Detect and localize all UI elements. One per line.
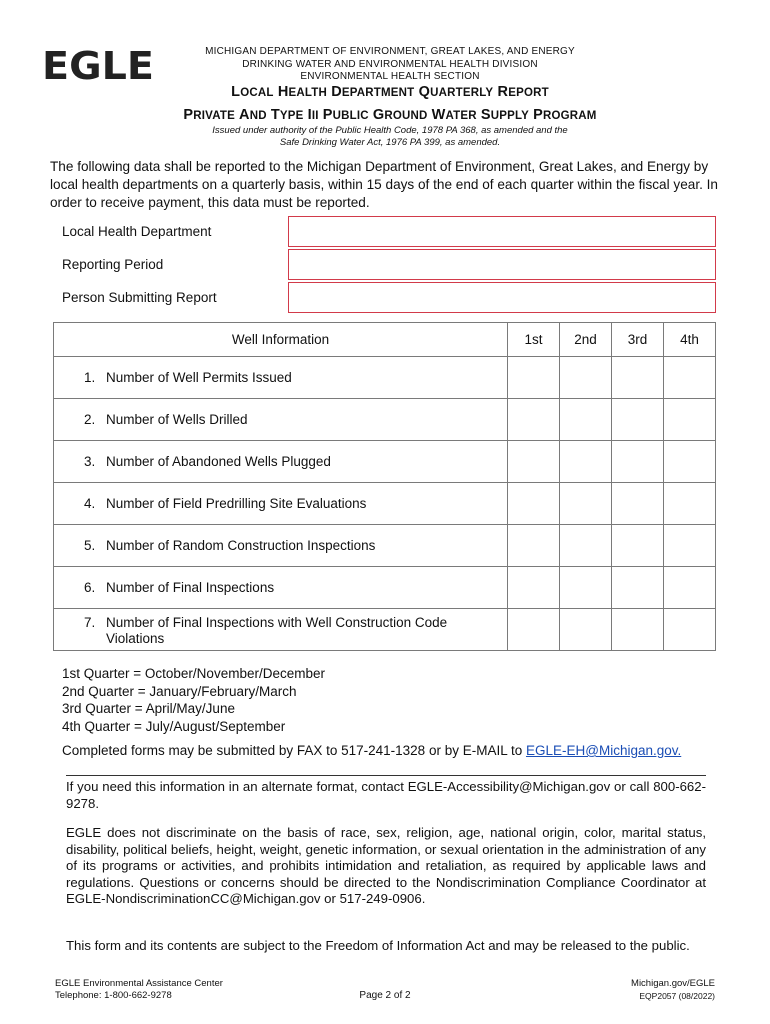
row-label (54, 609, 508, 651)
quarter-definitions (62, 665, 325, 735)
q2-header: 2nd (560, 323, 612, 357)
q1-cell[interactable] (508, 525, 560, 567)
q4-cell[interactable] (664, 357, 716, 399)
row-number: 1. (84, 370, 96, 385)
q4-cell[interactable] (664, 399, 716, 441)
row-number: 4. (84, 496, 96, 511)
q3-cell[interactable] (612, 609, 664, 651)
q3-cell[interactable] (612, 399, 664, 441)
person-submitting-input[interactable] (288, 282, 716, 313)
footer-form-info (560, 978, 715, 1002)
quarter-4-definition: 4th Quarter = July/August/September (62, 718, 286, 734)
table-header-row (54, 323, 716, 357)
table-row (54, 441, 716, 483)
section-name: ENVIRONMENTAL HEALTH SECTION (300, 71, 480, 82)
egle-logo-text: EGLE (42, 46, 154, 82)
person-submitting-label: Person Submitting Report (62, 290, 217, 305)
website: Michigan.gov/EGLE (631, 978, 715, 989)
row-label (54, 525, 508, 567)
row-number: 5. (84, 538, 96, 553)
field-row-person (62, 282, 714, 314)
row-text: Number of Final Inspections with Well Construction Code (106, 614, 448, 630)
q2-cell[interactable] (560, 441, 612, 483)
q2-cell[interactable] (560, 399, 612, 441)
alternate-format-notice: If you need this information in an alternate format, contact EGLE-Accessibility@Michigan.gov or call 800-662-9278. (66, 779, 706, 811)
row-number: 3. (84, 454, 96, 469)
authority-line-2: Safe Drinking Water Act, 1976 PA 399, as amended. (279, 137, 501, 148)
table-row (54, 483, 716, 525)
health-dept-label: Local Health Department (62, 224, 212, 239)
form-id: EQP2057 (08/2022) (639, 991, 715, 1001)
q3-cell[interactable] (612, 525, 664, 567)
page-number: Page 2 of 2 (359, 990, 411, 1001)
row-text: Number of Wells Drilled (106, 412, 248, 427)
q4-header: 4th (664, 323, 716, 357)
q3-cell[interactable] (612, 441, 664, 483)
reporting-period-label: Reporting Period (62, 257, 164, 272)
divider (66, 775, 706, 776)
row-number: 6. (84, 580, 96, 595)
q3-cell[interactable] (612, 483, 664, 525)
row-text-block (106, 615, 447, 647)
quarter-2-definition: 2nd Quarter = January/February/March (62, 683, 297, 699)
row-label (54, 483, 508, 525)
table-row (54, 609, 716, 651)
row-text: Number of Abandoned Wells Plugged (106, 454, 331, 469)
field-row-reporting-period (62, 249, 714, 281)
intro-paragraph: The following data shall be reported to the Michigan Department of Environment, Great Lakes, and Energy by local health departments on a quarterly basis, within 15 days of the end of each quarter within the fiscal year. In order to receive payment, this data must be reported. (50, 159, 718, 210)
egle-logo (42, 46, 154, 82)
program-title: PRIVATE AND TYPE III PUBLIC GROUND WATER SUPPLY PROGRAM (183, 107, 597, 123)
q4-cell[interactable] (664, 483, 716, 525)
q2-cell[interactable] (560, 609, 612, 651)
row-label (54, 399, 508, 441)
footer-contact (55, 978, 223, 1002)
nondiscrimination-notice: EGLE does not discriminate on the basis of race, sex, religion, age, national origin, color, marital status, disability, political beliefs, height, weight, genetic information, or sexual orientation in the administration of any of its programs or activities, and prohibits intimidation and retaliation, as required by applicable laws and regulations. Questions or concerns should be directed to the Nondiscrimination Compliance Coordinator at EGLE-NondiscriminationCC@Michigan.gov or 517-249-0906. (66, 825, 706, 906)
row-text-continued: Violations (106, 630, 165, 646)
q1-cell[interactable] (508, 567, 560, 609)
submission-text: Completed forms may be submitted by FAX to 517-241-1328 or by E-MAIL to (62, 743, 526, 758)
foia-notice: This form and its contents are subject to the Freedom of Information Act and may be released to the public. (66, 938, 690, 953)
table-row (54, 399, 716, 441)
q4-cell[interactable] (664, 525, 716, 567)
q2-cell[interactable] (560, 567, 612, 609)
health-dept-input[interactable] (288, 216, 716, 247)
q1-cell[interactable] (508, 399, 560, 441)
reporting-period-input[interactable] (288, 249, 716, 280)
q4-cell[interactable] (664, 609, 716, 651)
authority-statement (160, 125, 620, 149)
q1-cell[interactable] (508, 441, 560, 483)
q1-header: 1st (508, 323, 560, 357)
q2-cell[interactable] (560, 483, 612, 525)
agency-name: MICHIGAN DEPARTMENT OF ENVIRONMENT, GREAT LAKES, AND ENERGY (205, 46, 575, 57)
submission-instructions (62, 743, 681, 758)
row-text: Number of Well Permits Issued (106, 370, 292, 385)
q3-cell[interactable] (612, 567, 664, 609)
row-label (54, 441, 508, 483)
division-name: DRINKING WATER AND ENVIRONMENTAL HEALTH DIVISION (242, 58, 538, 70)
table-row (54, 567, 716, 609)
quarter-1-definition: 1st Quarter = October/November/December (62, 666, 325, 681)
authority-line-1: Issued under authority of the Public Health Code, 1978 PA 368, as amended and the (212, 125, 568, 136)
row-number: 7. (84, 614, 96, 630)
table-row (54, 357, 716, 399)
q3-header: 3rd (612, 323, 664, 357)
q4-cell[interactable] (664, 441, 716, 483)
row-text: Number of Final Inspections (106, 580, 275, 595)
agency-header (190, 46, 590, 84)
row-text: Number of Random Construction Inspections (106, 538, 376, 553)
assistance-center: EGLE Environmental Assistance Center (55, 978, 223, 989)
q2-cell[interactable] (560, 357, 612, 399)
q4-cell[interactable] (664, 567, 716, 609)
well-information-table (53, 322, 716, 651)
row-label (54, 357, 508, 399)
q1-cell[interactable] (508, 357, 560, 399)
q2-cell[interactable] (560, 525, 612, 567)
field-row-health-dept (62, 216, 714, 248)
q3-cell[interactable] (612, 357, 664, 399)
q1-cell[interactable] (508, 483, 560, 525)
quarter-3-definition: 3rd Quarter = April/May/June (62, 701, 235, 716)
row-number: 2. (84, 412, 96, 427)
row-text: Number of Field Predrilling Site Evaluations (106, 496, 367, 511)
well-information-header: Well Information (54, 323, 508, 357)
telephone: Telephone: 1-800-662-9278 (55, 990, 172, 1001)
report-title: LOCAL HEALTH DEPARTMENT QUARTERLY REPORT (231, 84, 549, 100)
email-link[interactable]: EGLE-EH@Michigan.gov. (525, 743, 682, 758)
table-row (54, 525, 716, 567)
row-label (54, 567, 508, 609)
q1-cell[interactable] (508, 609, 560, 651)
